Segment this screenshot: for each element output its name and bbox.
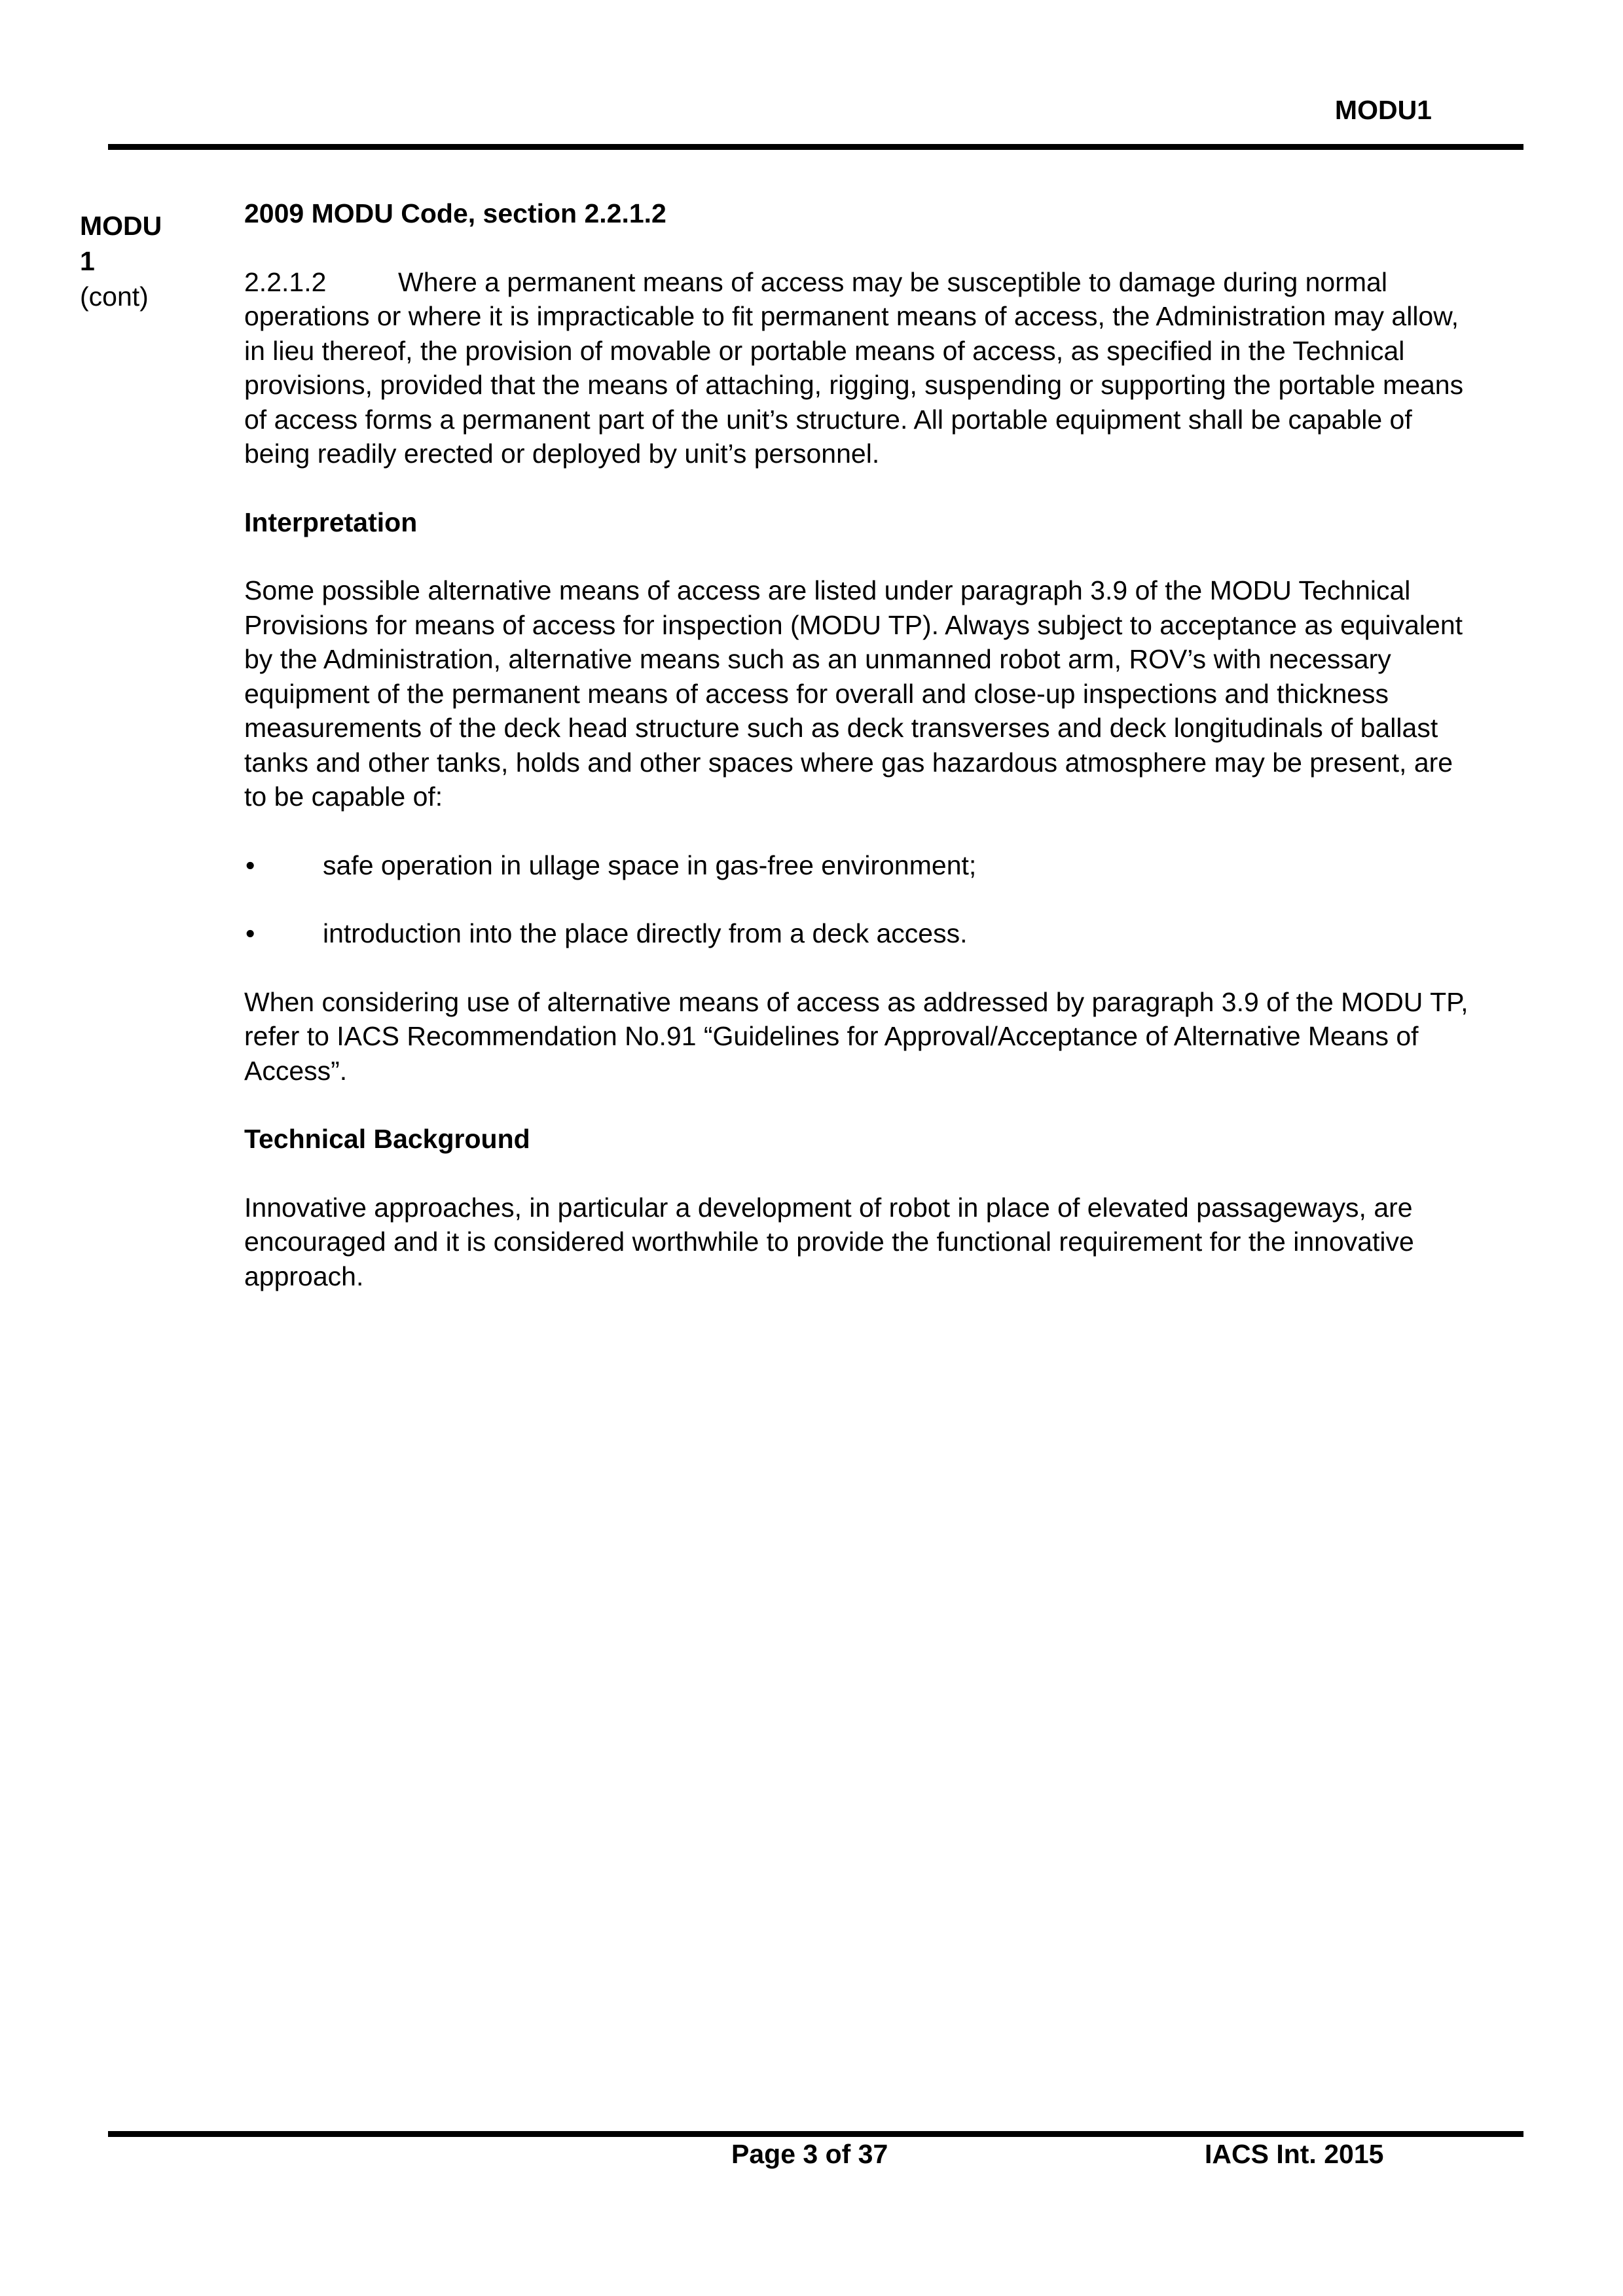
footer-page-number: Page 3 of 37 [731, 2139, 888, 2169]
interpretation-heading: Interpretation [244, 507, 418, 537]
bullet-item [244, 916, 1475, 951]
footer-rule [108, 2131, 1523, 2137]
section-heading: 2009 MODU Code, section 2.2.1.2 [244, 198, 666, 228]
main-content [244, 196, 1475, 1327]
interpretation-paragraph-2: When considering use of alternative means of access as addressed by paragraph 3.9 of the MODU TP, refer to IACS Recommendation No.91 “Guidelines for Approval/Acceptance of Alternative Means of Access”. [244, 986, 1468, 1086]
bullet-text: safe operation in ullage space in gas-free environment; [323, 850, 977, 880]
margin-label-line1: MODU [80, 211, 162, 241]
interpretation-paragraph-1: Some possible alternative means of access are listed under paragraph 3.9 of the MODU Technical Provisions for means of access for inspection (MODU TP). Always subject to acceptance as equivalent by the Administration, alternative means such as an unmanned robot arm, ROV’s with necessary equipment of the permanent means of access for overall and close-up inspections and thickness measurements of the deck head structure such as deck transverses and deck longitudinals of ballast tanks and other tanks, holds and other spaces where gas hazardous atmosphere may be present, are to be capable of: [244, 575, 1463, 812]
paragraph-text: Where a permanent means of access may be susceptible to damage during normal operations or where it is impracticable to fit permanent means of access, the Administration may allow, in lieu thereof, the provision of movable or portable means of access, as specified in the Technical provisions, provided that the means of attaching, rigging, suspending or supporting the portable means of access forms a permanent part of the unit’s structure. All portable equipment shall be capable of being readily erected or deployed by unit’s personnel. [244, 266, 1464, 469]
margin-label-line2: 1 [80, 246, 95, 276]
technical-background-paragraph: Innovative approaches, in particular a development of robot in place of elevated passageways, are encouraged and it is considered worthwhile to provide the functional requirement for the innovative approach. [244, 1192, 1414, 1291]
technical-background-heading: Technical Background [244, 1124, 530, 1154]
margin-label [80, 208, 198, 314]
header-document-code: MODU1 [1334, 95, 1432, 125]
footer-document-id: IACS Int. 2015 [1205, 2139, 1384, 2169]
margin-label-line3: (cont) [80, 281, 149, 312]
bullet-item [244, 848, 1475, 883]
header-rule [108, 144, 1523, 150]
bullet-text: introduction into the place directly from a deck access. [323, 918, 968, 948]
paragraph-number: 2.2.1.2 [244, 266, 327, 297]
bullet-icon: • [246, 918, 255, 948]
bullet-icon: • [246, 850, 255, 880]
section-paragraph [244, 265, 1475, 471]
